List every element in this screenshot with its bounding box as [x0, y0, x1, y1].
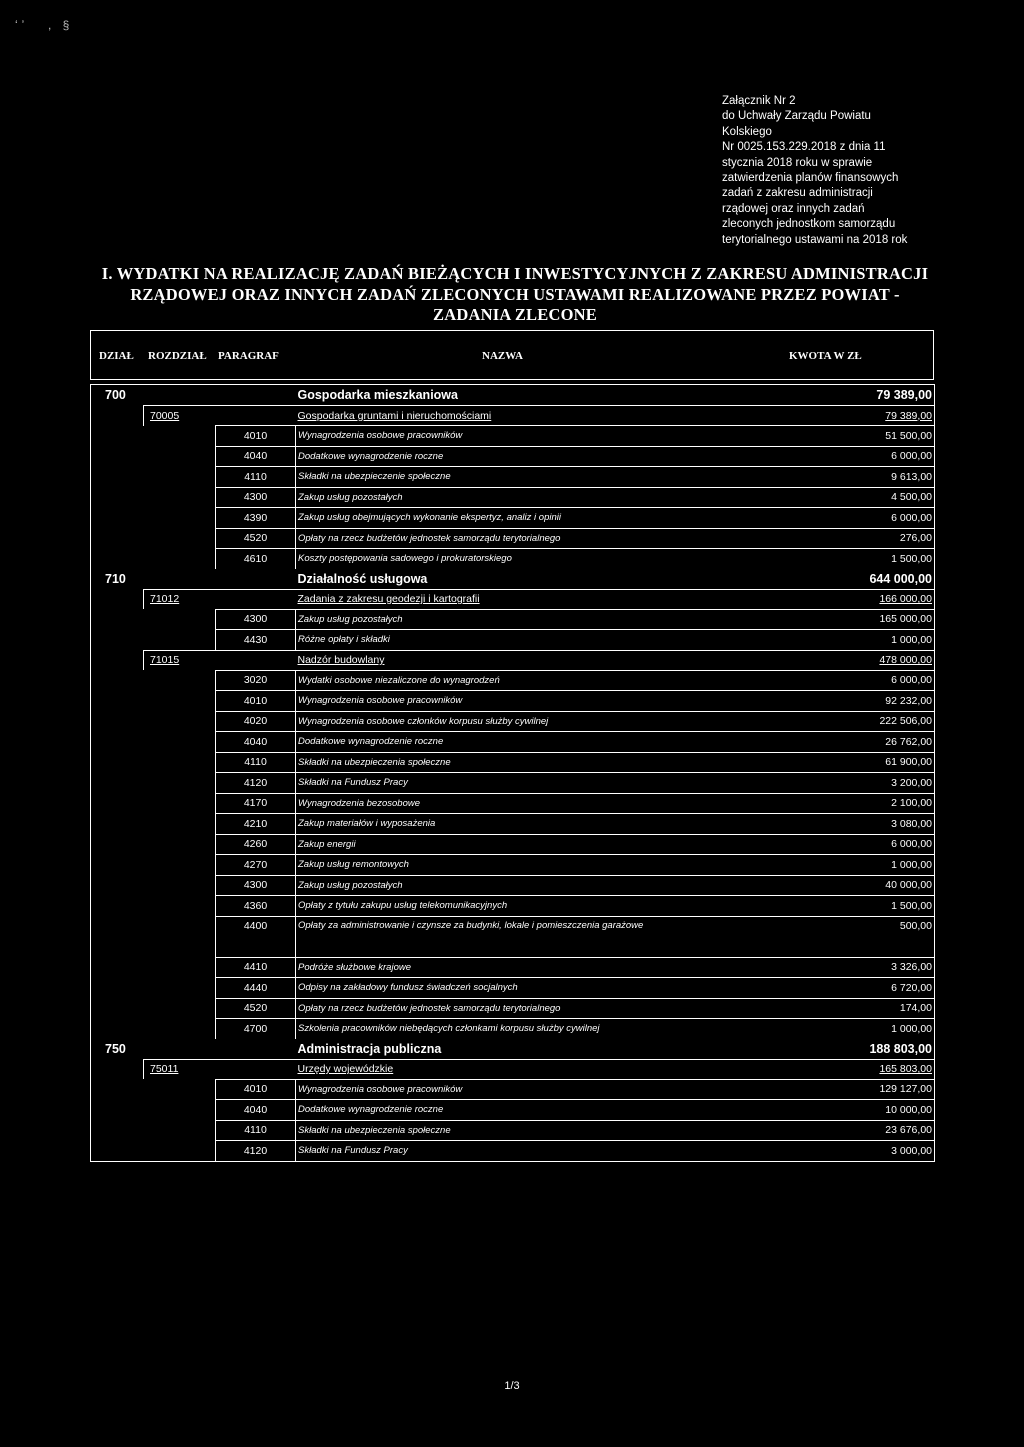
paragraf-name: Różne opłaty i składki	[296, 630, 745, 651]
paragraf-code: 4260	[216, 834, 296, 855]
dzial-name: Administracja publiczna	[297, 1041, 442, 1056]
paragraf-code: 4040	[216, 732, 296, 753]
indent-cell	[91, 670, 216, 691]
paragraf-name: Zakup usług pozostałych	[296, 609, 745, 630]
indent-cell	[91, 406, 144, 426]
annex-line: zatwierdzenia planów finansowych	[722, 172, 899, 185]
indent-cell	[91, 814, 216, 835]
indent-cell	[91, 875, 216, 896]
annex-line: Kolskiego	[722, 125, 772, 138]
paragraf-code: 4040	[216, 1100, 296, 1121]
rozdzial-row	[91, 650, 935, 670]
paragraf-row	[91, 1100, 935, 1121]
column-header-dzial: DZIAŁ	[99, 350, 134, 362]
indent-cell	[91, 609, 216, 630]
rozdzial-name: Gospodarka gruntami i nieruchomościami	[296, 406, 745, 426]
paragraf-amount: 222 506,00	[745, 711, 935, 732]
paragraf-amount: 174,00	[745, 998, 935, 1019]
paragraf-row	[91, 446, 935, 467]
table-header	[90, 330, 934, 380]
scan-corner-marks: ʻʼ , §	[10, 18, 74, 32]
dzial-row	[91, 1039, 935, 1060]
indent-cell	[91, 691, 216, 712]
paragraf-row	[91, 732, 935, 753]
indent-cell	[91, 752, 216, 773]
indent-cell	[91, 589, 144, 609]
paragraf-code: 4010	[216, 426, 296, 447]
title-line: RZĄDOWEJ ORAZ INNYCH ZADAŃ ZLECONYCH USTAWAMI REALIZOWANE PRZEZ POWIAT -	[130, 284, 900, 304]
paragraf-amount: 500,00	[745, 916, 935, 957]
annex-line: zleconych jednostkom samorządu	[722, 218, 896, 231]
indent-cell	[91, 1141, 216, 1162]
annex-line: do Uchwały Zarządu Powiatu	[722, 110, 871, 123]
paragraf-row	[91, 549, 935, 569]
paragraf-code: 4520	[216, 998, 296, 1019]
indent-cell	[91, 650, 144, 670]
title-line: I. WYDATKI NA REALIZACJĘ ZADAŃ BIEŻĄCYCH I INWESTYCYJNYCH Z ZAKRESU ADMINISTRACJI	[101, 264, 929, 283]
indent-cell	[91, 630, 216, 651]
paragraf-row	[91, 1120, 935, 1141]
paragraf-code: 4430	[216, 630, 296, 651]
indent-cell	[91, 834, 216, 855]
dzial-name: Działalność usługowa	[297, 571, 428, 586]
indent-cell	[91, 1059, 144, 1079]
paragraf-amount: 23 676,00	[745, 1120, 935, 1141]
dzial-code: 700	[105, 388, 126, 402]
column-header-rozdzial: ROZDZIAŁ	[148, 350, 207, 362]
indent-cell	[91, 1079, 216, 1100]
document-title	[90, 264, 940, 326]
paragraf-row	[91, 670, 935, 691]
paragraf-code: 4300	[216, 875, 296, 896]
paragraf-amount: 26 762,00	[745, 732, 935, 753]
annex-line: terytorialnego ustawami na 2018 rok	[722, 233, 908, 246]
column-header-paragraf: PARAGRAF	[218, 350, 279, 362]
rozdzial-code: 75011	[144, 1059, 296, 1079]
paragraf-amount: 129 127,00	[745, 1079, 935, 1100]
paragraf-row	[91, 609, 935, 630]
dzial-row	[91, 569, 935, 590]
paragraf-row	[91, 916, 935, 957]
indent-cell	[91, 711, 216, 732]
dzial-code: 750	[105, 1041, 126, 1056]
paragraf-amount: 3 326,00	[745, 957, 935, 978]
paragraf-code: 4020	[216, 711, 296, 732]
column-header-kwota: KWOTA W ZŁ	[789, 350, 862, 362]
column-header-nazwa: NAZWA	[482, 350, 523, 362]
paragraf-name: Opłaty z tytułu zakupu usług telekomunikacyjnych	[296, 896, 745, 917]
paragraf-row	[91, 773, 935, 794]
rozdzial-amount: 165 803,00	[745, 1059, 935, 1079]
paragraf-name: Zakup usług remontowych	[296, 855, 745, 876]
indent-cell	[91, 508, 216, 529]
paragraf-row	[91, 896, 935, 917]
paragraf-name: Składki na ubezpieczenie społeczne	[296, 467, 745, 488]
paragraf-name: Zakup usług pozostałych	[296, 875, 745, 896]
dzial-amount: 79 389,00	[876, 388, 932, 402]
rozdzial-name: Zadania z zakresu geodezji i kartografii	[296, 589, 745, 609]
paragraf-code: 4110	[216, 467, 296, 488]
paragraf-amount: 6 000,00	[745, 508, 935, 529]
paragraf-name: Wynagrodzenia osobowe pracowników	[296, 691, 745, 712]
paragraf-name: Składki na Fundusz Pracy	[296, 773, 745, 794]
annex-line: Nr 0025.153.229.2018 z dnia 11	[722, 141, 886, 154]
paragraf-amount: 6 720,00	[745, 978, 935, 999]
paragraf-amount: 1 500,00	[745, 549, 935, 569]
indent-cell	[91, 487, 216, 508]
paragraf-amount: 6 000,00	[745, 446, 935, 467]
paragraf-name: Wynagrodzenia osobowe pracowników	[296, 1079, 745, 1100]
paragraf-row	[91, 508, 935, 529]
rozdzial-code: 70005	[144, 406, 296, 426]
paragraf-name: Opłaty za administrowanie i czynsze za budynki, lokale i pomieszczenia garażowe	[296, 916, 745, 957]
rozdzial-row	[91, 406, 935, 426]
paragraf-row	[91, 855, 935, 876]
paragraf-name: Dodatkowe wynagrodzenie roczne	[296, 1100, 745, 1121]
paragraf-code: 4410	[216, 957, 296, 978]
paragraf-amount: 9 613,00	[745, 467, 935, 488]
indent-cell	[91, 916, 216, 957]
dzial-amount: 644 000,00	[869, 571, 932, 586]
paragraf-code: 4170	[216, 793, 296, 814]
paragraf-code: 4010	[216, 691, 296, 712]
rozdzial-amount: 166 000,00	[745, 589, 935, 609]
paragraf-name: Dodatkowe wynagrodzenie roczne	[296, 732, 745, 753]
paragraf-row	[91, 875, 935, 896]
paragraf-row	[91, 978, 935, 999]
indent-cell	[91, 896, 216, 917]
paragraf-row	[91, 487, 935, 508]
title-line: ZADANIA ZLECONE	[433, 305, 597, 324]
paragraf-name: Szkolenia pracowników niebędących członkami korpusu służby cywilnej	[296, 1019, 745, 1039]
paragraf-code: 4610	[216, 549, 296, 569]
paragraf-code: 4700	[216, 1019, 296, 1039]
rozdzial-amount: 79 389,00	[745, 406, 935, 426]
paragraf-amount: 51 500,00	[745, 426, 935, 447]
rozdzial-code: 71015	[144, 650, 296, 670]
paragraf-amount: 3 000,00	[745, 1141, 935, 1162]
paragraf-amount: 6 000,00	[745, 834, 935, 855]
paragraf-name: Składki na ubezpieczenia społeczne	[296, 752, 745, 773]
paragraf-amount: 40 000,00	[745, 875, 935, 896]
paragraf-code: 4210	[216, 814, 296, 835]
paragraf-row	[91, 1141, 935, 1162]
paragraf-code: 4400	[216, 916, 296, 957]
paragraf-row	[91, 426, 935, 447]
paragraf-amount: 2 100,00	[745, 793, 935, 814]
paragraf-amount: 6 000,00	[745, 670, 935, 691]
budget-table	[90, 384, 935, 1162]
paragraf-code: 4390	[216, 508, 296, 529]
paragraf-name: Składki na Fundusz Pracy	[296, 1141, 745, 1162]
paragraf-code: 4270	[216, 855, 296, 876]
paragraf-name: Zakup usług pozostałych	[296, 487, 745, 508]
paragraf-name: Wynagrodzenia bezosobowe	[296, 793, 745, 814]
rozdzial-code: 71012	[144, 589, 296, 609]
indent-cell	[91, 732, 216, 753]
annex-line: Załącznik Nr 2	[722, 95, 796, 107]
paragraf-name: Odpisy na zakładowy fundusz świadczeń socjalnych	[296, 978, 745, 999]
paragraf-name: Zakup energii	[296, 834, 745, 855]
paragraf-code: 4300	[216, 487, 296, 508]
paragraf-name: Opłaty na rzecz budżetów jednostek samorządu terytorialnego	[296, 528, 745, 549]
indent-cell	[91, 446, 216, 467]
indent-cell	[91, 426, 216, 447]
paragraf-amount: 3 080,00	[745, 814, 935, 835]
indent-cell	[91, 998, 216, 1019]
paragraf-amount: 1 000,00	[745, 1019, 935, 1039]
paragraf-amount: 1 000,00	[745, 630, 935, 651]
indent-cell	[91, 528, 216, 549]
paragraf-code: 4520	[216, 528, 296, 549]
paragraf-row	[91, 793, 935, 814]
indent-cell	[91, 773, 216, 794]
paragraf-amount: 4 500,00	[745, 487, 935, 508]
rozdzial-name: Urzędy wojewódzkie	[296, 1059, 745, 1079]
paragraf-name: Wynagrodzenia osobowe członków korpusu służby cywilnej	[296, 711, 745, 732]
paragraf-amount: 3 200,00	[745, 773, 935, 794]
paragraf-row	[91, 752, 935, 773]
paragraf-name: Wynagrodzenia osobowe pracowników	[296, 426, 745, 447]
paragraf-name: Zakup usług obejmujących wykonanie ekspertyz, analiz i opinii	[296, 508, 745, 529]
indent-cell	[91, 957, 216, 978]
paragraf-row	[91, 834, 935, 855]
paragraf-amount: 92 232,00	[745, 691, 935, 712]
dzial-name: Gospodarka mieszkaniowa	[297, 388, 458, 402]
paragraf-code: 4300	[216, 609, 296, 630]
indent-cell	[91, 855, 216, 876]
paragraf-row	[91, 998, 935, 1019]
annex-line: stycznia 2018 roku w sprawie	[722, 156, 873, 169]
rozdzial-row	[91, 589, 935, 609]
page-number: 1/3	[504, 1380, 520, 1392]
paragraf-row	[91, 957, 935, 978]
paragraf-amount: 10 000,00	[745, 1100, 935, 1121]
paragraf-name: Koszty postępowania sadowego i prokuratorskiego	[296, 549, 745, 569]
paragraf-row	[91, 630, 935, 651]
paragraf-row	[91, 814, 935, 835]
paragraf-row	[91, 1019, 935, 1039]
paragraf-code: 3020	[216, 670, 296, 691]
rozdzial-amount: 478 000,00	[745, 650, 935, 670]
annex-line: rządowej oraz innych zadań	[722, 202, 865, 215]
indent-cell	[91, 1120, 216, 1141]
dzial-row	[91, 385, 935, 406]
rozdzial-name: Nadzór budowlany	[296, 650, 745, 670]
indent-cell	[91, 467, 216, 488]
indent-cell	[91, 1019, 216, 1039]
paragraf-name: Opłaty na rzecz budżetów jednostek samorządu terytorialnego	[296, 998, 745, 1019]
indent-cell	[91, 1100, 216, 1121]
indent-cell	[91, 793, 216, 814]
paragraf-amount: 1 000,00	[745, 855, 935, 876]
annex-line: zadań z zakresu administracji	[722, 187, 873, 200]
paragraf-name: Zakup materiałów i wyposażenia	[296, 814, 745, 835]
paragraf-code: 4440	[216, 978, 296, 999]
paragraf-row	[91, 528, 935, 549]
paragraf-row	[91, 711, 935, 732]
paragraf-code: 4040	[216, 446, 296, 467]
paragraf-code: 4010	[216, 1079, 296, 1100]
paragraf-code: 4110	[216, 1120, 296, 1141]
paragraf-name: Wydatki osobowe niezaliczone do wynagrodzeń	[296, 670, 745, 691]
paragraf-code: 4110	[216, 752, 296, 773]
paragraf-code: 4120	[216, 773, 296, 794]
indent-cell	[91, 549, 216, 569]
paragraf-row	[91, 691, 935, 712]
dzial-amount: 188 803,00	[869, 1041, 932, 1056]
annex-note	[722, 94, 962, 248]
rozdzial-row	[91, 1059, 935, 1079]
paragraf-row	[91, 1079, 935, 1100]
paragraf-name: Składki na ubezpieczenia społeczne	[296, 1120, 745, 1141]
paragraf-amount: 61 900,00	[745, 752, 935, 773]
paragraf-code: 4120	[216, 1141, 296, 1162]
indent-cell	[91, 978, 216, 999]
paragraf-name: Podróże służbowe krajowe	[296, 957, 745, 978]
paragraf-name: Dodatkowe wynagrodzenie roczne	[296, 446, 745, 467]
paragraf-code: 4360	[216, 896, 296, 917]
paragraf-amount: 1 500,00	[745, 896, 935, 917]
dzial-code: 710	[105, 571, 126, 586]
paragraf-row	[91, 467, 935, 488]
paragraf-amount: 276,00	[745, 528, 935, 549]
paragraf-amount: 165 000,00	[745, 609, 935, 630]
